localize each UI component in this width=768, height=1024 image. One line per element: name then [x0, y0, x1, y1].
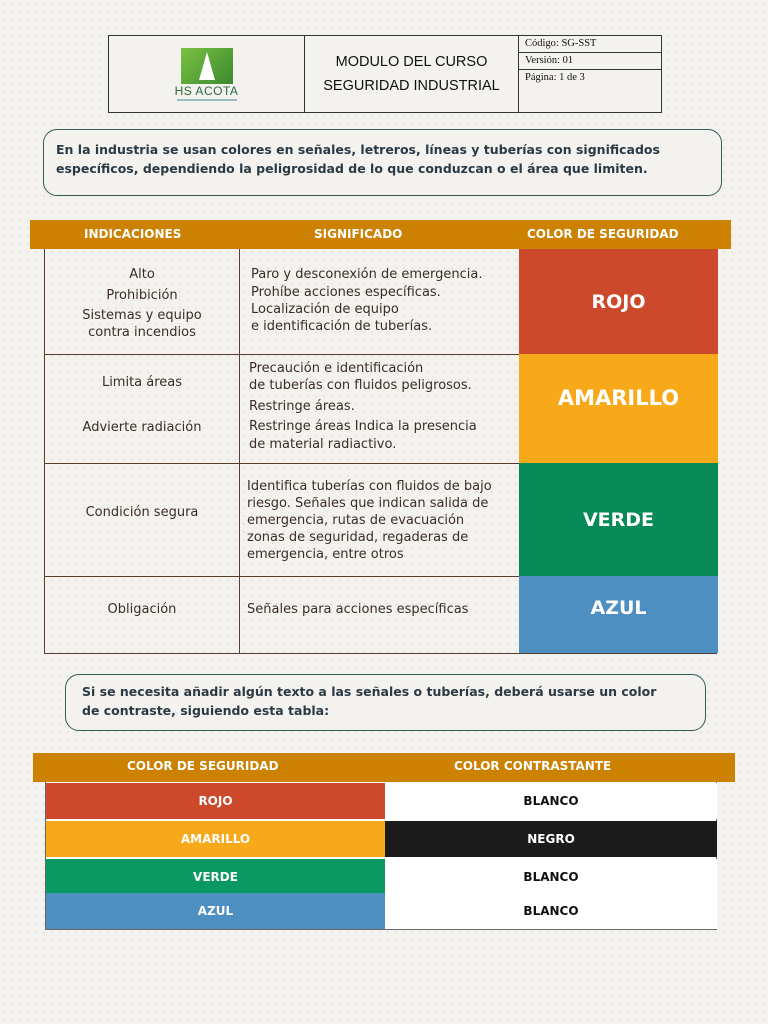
indicacion-text: Sistemas y equipo	[82, 308, 202, 323]
indicacion-text: Prohibición	[106, 288, 178, 303]
indicacion-text: Limita áreas	[101, 375, 183, 390]
color-swatch-rojo	[519, 249, 718, 354]
logo-cell	[109, 36, 305, 112]
significado-cell	[239, 463, 520, 576]
company-logo	[174, 48, 240, 101]
significado-text: Restringe áreas.	[249, 399, 355, 414]
safety-color-label: VERDE	[193, 870, 238, 884]
doc-version: Versión: 01	[519, 53, 661, 70]
significado-text: Prohíbe acciones específicas.	[251, 285, 441, 300]
significado-text: Paro y desconexión de emergencia.	[251, 267, 483, 282]
document-header	[108, 35, 662, 113]
significado-text: Señales para acciones específicas	[247, 602, 469, 617]
color-label: AMARILLO	[557, 386, 680, 410]
intro-line-2: específicos, dependiendo la peligrosidad de lo que conduzcan o el área que limiten.	[56, 161, 648, 176]
significado-text: emergencia, rutas de evacuación	[247, 513, 465, 528]
contrast-color-cell	[385, 821, 717, 857]
table-row	[46, 893, 717, 929]
safety-table	[44, 249, 717, 654]
contrast-color-label: BLANCO	[523, 904, 579, 918]
color-label: AZUL	[590, 597, 647, 619]
header-color-seguridad: COLOR DE SEGURIDAD	[527, 227, 679, 241]
significado-text: de tuberías con fluidos peligrosos.	[249, 378, 472, 393]
title-line-1: MODULO DEL CURSO	[335, 54, 488, 70]
indicacion-text: Condición segura	[85, 505, 199, 520]
table-row	[45, 463, 718, 577]
header-significado: SIGNIFICADO	[314, 227, 403, 241]
logo-text: HS ACOTA	[174, 83, 239, 98]
significado-text: zonas de seguridad, regaderas de	[247, 530, 469, 545]
contrast-note-line-2: de contraste, siguiendo esta tabla:	[82, 703, 330, 718]
contrast-note-line-1: Si se necesita añadir algún texto a las señales o tuberías, deberá usarse un color	[82, 684, 657, 699]
safety-color-cell	[46, 783, 385, 819]
significado-cell	[239, 576, 520, 653]
significado-text: riesgo. Señales que indican salida de	[247, 496, 489, 511]
logo-mark-icon	[181, 48, 233, 84]
significado-text: Identifica tuberías con fluidos de bajo	[247, 479, 492, 494]
significado-cell	[239, 249, 520, 354]
contrast-color-label: BLANCO	[523, 794, 579, 808]
contrast-color-cell	[385, 783, 717, 819]
title-cell	[305, 36, 519, 112]
header-indicaciones: INDICACIONES	[84, 227, 182, 241]
contrast-color-label: BLANCO	[523, 870, 579, 884]
color-label: VERDE	[582, 508, 655, 531]
header-color-contrastante: COLOR CONTRASTANTE	[454, 759, 612, 773]
safety-color-cell	[46, 893, 385, 929]
safety-color-label: ROJO	[198, 794, 233, 808]
meta-cell	[519, 36, 661, 112]
intro-note	[43, 129, 722, 196]
significado-text: e identificación de tuberías.	[251, 319, 433, 334]
table-row	[46, 859, 717, 895]
indicaciones-cell	[45, 249, 240, 354]
safety-color-cell	[46, 859, 385, 895]
contrast-note	[65, 674, 706, 731]
color-swatch-amarillo	[519, 354, 718, 463]
color-swatch-verde	[519, 463, 718, 576]
indicacion-text: Obligación	[107, 602, 177, 617]
title-line-2: SEGURIDAD INDUSTRIAL	[323, 78, 500, 94]
table-row	[45, 249, 718, 355]
contrast-color-cell	[385, 893, 717, 929]
doc-code: Código: SG-SST	[519, 36, 661, 53]
table-row	[45, 354, 718, 464]
indicacion-text: contra incendios	[88, 325, 196, 340]
color-label: ROJO	[591, 290, 646, 313]
safety-color-label: AZUL	[197, 904, 234, 918]
indicaciones-cell	[45, 463, 240, 576]
logo-tagline-icon	[177, 99, 237, 101]
indicaciones-cell	[45, 354, 240, 463]
significado-text: Localización de equipo	[251, 302, 399, 317]
safety-color-label: AMARILLO	[180, 832, 251, 846]
header-color-seguridad: COLOR DE SEGURIDAD	[127, 759, 279, 773]
significado-cell	[239, 354, 520, 463]
significado-text: emergencia, entre otros	[247, 547, 404, 562]
indicaciones-cell	[45, 576, 240, 653]
safety-table-header	[30, 220, 731, 249]
contrast-color-cell	[385, 859, 717, 895]
color-swatch-azul	[519, 576, 718, 653]
table-row	[46, 783, 717, 819]
contrast-table-header	[33, 753, 735, 782]
table-row	[45, 576, 718, 653]
table-row	[46, 821, 717, 857]
intro-line-1: En la industria se usan colores en señales, letreros, líneas y tuberías con significados	[56, 142, 660, 157]
indicacion-text: Alto	[129, 267, 155, 282]
indicacion-text: Advierte radiación	[82, 420, 202, 435]
contrast-table	[45, 782, 717, 930]
doc-page: Página: 1 de 3	[525, 72, 585, 83]
contrast-color-label: NEGRO	[527, 832, 575, 846]
significado-text: Precaución e identificación	[249, 361, 424, 376]
significado-text: Restringe áreas Indica la presencia	[249, 419, 477, 434]
significado-text: de material radiactivo.	[249, 437, 397, 452]
safety-color-cell	[46, 821, 385, 857]
